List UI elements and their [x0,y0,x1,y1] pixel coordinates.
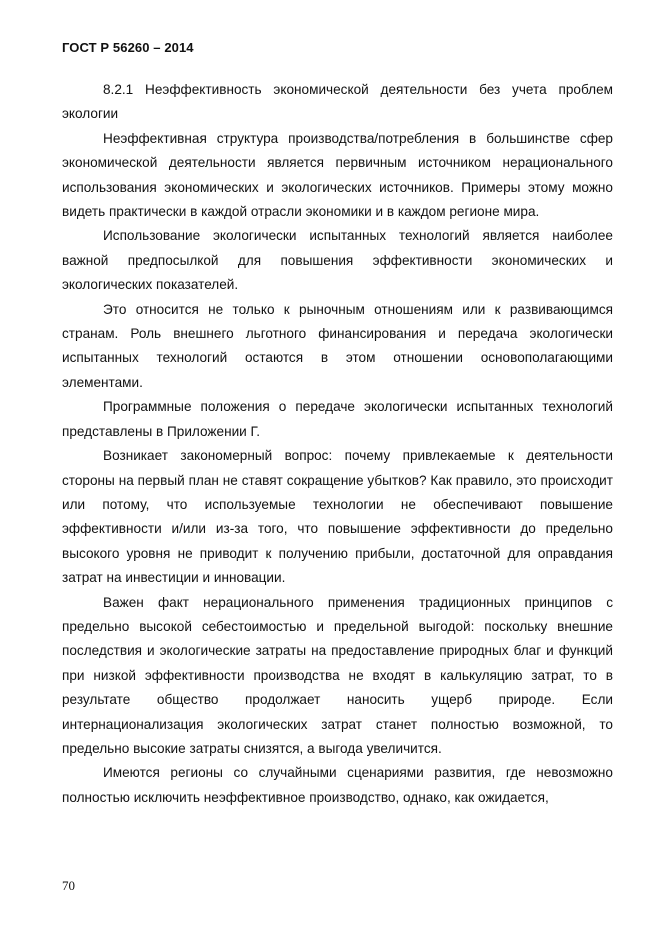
section-body [62,78,613,810]
standard-header: ГОСТ Р 56260 – 2014 [62,40,194,55]
paragraph: Важен факт нерационального применения традиционных принципов с предельно высокой себестоимостью и предельной выгодой: поскольку внешние последствия и экологические затраты на предоставление природных благ и функций при низкой эффективности производства не входят в калькуляцию затрат, то в результате общество продолжает наносить ущерб природе. Если интернационализация экологических затрат станет полностью возможной, то предельно высокие затраты снизятся, а выгода увеличится. [62,594,613,756]
paragraph: Это относится не только к рыночным отношениям или к развивающимся странам. Роль внешнего льготного финансирования и передача экологически испытанных технологий остаются в этом отношении основополагающими элементами. [62,301,613,390]
section-title: 8.2.1 Неэффективность экономической деятельности без учета проблем экологии [62,82,613,122]
paragraph: Возникает закономерный вопрос: почему привлекаемые к деятельности стороны на первый план не ставят сокращение убытков? Как правило, это происходит или потому, что используемые технологии не обеспечивают повышение эффективности и/или из-за того, что повышение эффективности до предельно высокого уровня не приводит к получению прибыли, достаточной для оправдания затрат на инвестиции и инновации. [62,448,613,586]
paragraph: Программные положения о передаче экологически испытанных технологий представлены в Приложении Г. [62,399,613,439]
paragraph: Неэффективная структура производства/потребления в большинстве сфер экономической деятельности является первичным источником нерационального использования экономических и экологических источников. Примеры этому можно видеть практически в каждой отрасли экономики и в каждом регионе мира. [62,130,613,220]
page-number: 70 [62,878,75,893]
paragraph: Использование экологически испытанных технологий является наиболее важной предпосылкой для повышения эффективности экономических и экологических показателей. [62,228,613,293]
paragraph: Имеются регионы со случайными сценариями развития, где невозможно полностью исключить неэффективное производство, однако, как ожидается, [62,765,613,805]
